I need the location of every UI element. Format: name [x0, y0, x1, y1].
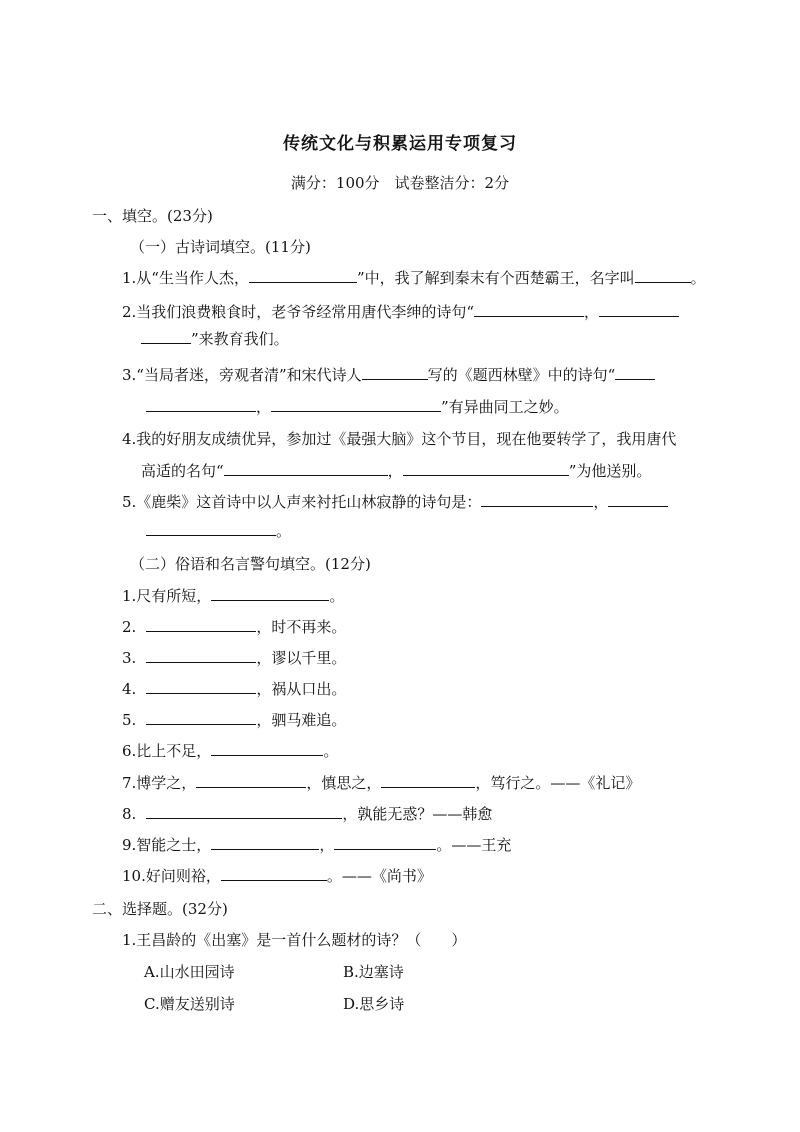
question-text: 1.从“生当作人杰，	[122, 269, 249, 287]
score-line: 满分：100分 试卷整洁分：2分	[290, 174, 510, 192]
proverb-item-9	[122, 835, 511, 855]
answer-blank[interactable]	[211, 741, 323, 756]
question-text: 2.当我们浪费粮食时，老爷爷经常用唐代李绅的诗句“	[122, 303, 474, 321]
answer-blank[interactable]	[146, 648, 256, 663]
answer-blank[interactable]	[608, 492, 668, 507]
question-text: 写的《题西林壁》中的诗句“	[427, 366, 616, 384]
question-text: 3.	[122, 649, 137, 667]
fill-question-2-cont	[141, 329, 289, 349]
fill-question-5	[122, 492, 668, 512]
answer-blank[interactable]	[381, 773, 475, 788]
answer-blank[interactable]	[221, 866, 327, 881]
fill-question-4	[122, 429, 676, 449]
question-text: ，时不再来。	[256, 618, 347, 636]
answer-blank[interactable]	[211, 835, 319, 850]
question-text: ”有异曲同工之妙。	[441, 398, 569, 416]
option-b[interactable]: B.边塞诗	[343, 963, 404, 981]
question-text: ，	[256, 398, 272, 416]
question-text: 高适的名句“	[141, 462, 224, 480]
proverb-item-4	[122, 679, 346, 699]
question-text: ，	[319, 836, 335, 854]
answer-blank[interactable]	[146, 804, 342, 819]
proverb-item-7	[122, 773, 640, 793]
question-text: 3.“当局者迷，旁观者清”和宋代诗人	[122, 366, 362, 384]
question-text: 9.智能之士，	[122, 836, 212, 854]
answer-blank[interactable]	[474, 302, 584, 317]
question-text: 。	[690, 269, 706, 287]
fill-question-5-cont	[146, 521, 291, 541]
answer-blank[interactable]	[615, 365, 655, 380]
part2-heading: （二）俗语和名言警句填空。(12分)	[130, 555, 371, 573]
answer-blank[interactable]	[271, 397, 441, 412]
part1-heading: （一）古诗词填空。(11分)	[130, 238, 311, 256]
question-text: 。	[323, 742, 339, 760]
section2-heading: 二、选择题。(32分)	[92, 900, 228, 918]
page-title: 传统文化与积累运用专项复习	[283, 134, 517, 154]
answer-blank[interactable]	[146, 521, 276, 536]
question-text: 2.	[122, 618, 137, 636]
question-text: 5.《鹿柴》这首诗中以人声来衬托山林寂静的诗句是：	[122, 493, 482, 511]
option-a[interactable]: A.山水田园诗	[144, 963, 235, 981]
question-text: ”为他送别。	[568, 462, 652, 480]
answer-blank[interactable]	[146, 397, 256, 412]
answer-blank[interactable]	[211, 586, 329, 601]
question-text: ，驷马难追。	[256, 711, 347, 729]
question-text: 4.	[122, 680, 137, 698]
fill-question-2	[122, 302, 679, 322]
answer-blank[interactable]	[334, 835, 436, 850]
question-text: ”中，我了解到秦末有个西楚霸王，名字叫	[356, 269, 635, 287]
question-text: 6.比上不足，	[122, 742, 212, 760]
question-text: 5.	[122, 711, 137, 729]
proverb-item-3	[122, 648, 346, 668]
question-text: 。	[329, 587, 345, 605]
question-text: 7.博学之，	[122, 774, 197, 792]
fill-question-4-cont	[141, 461, 651, 481]
question-text: 。——《尚书》	[326, 867, 432, 885]
fill-question-1	[122, 268, 706, 288]
question-text: 10.好问则裕，	[122, 867, 221, 885]
question-text: 4.我的好朋友成绩优异，参加过《最强大脑》这个节目，现在他要转学了，我用唐代	[122, 430, 677, 448]
question-text: ，慎思之，	[306, 774, 382, 792]
proverb-item-2	[122, 617, 346, 637]
answer-blank[interactable]	[249, 268, 357, 283]
proverb-item-10	[122, 866, 432, 886]
answer-blank[interactable]	[635, 268, 691, 283]
proverb-item-6	[122, 741, 338, 761]
answer-blank[interactable]	[224, 461, 388, 476]
proverb-item-5	[122, 710, 346, 730]
question-text: ，祸从口出。	[256, 680, 347, 698]
answer-blank[interactable]	[141, 329, 191, 344]
answer-blank[interactable]	[481, 492, 593, 507]
question-text: 。——王充	[436, 836, 512, 854]
answer-blank[interactable]	[403, 461, 569, 476]
answer-blank[interactable]	[599, 302, 679, 317]
question-text: 8.	[122, 805, 137, 823]
proverb-item-1	[122, 586, 344, 606]
answer-blank[interactable]	[362, 365, 428, 380]
question-text: ，	[387, 462, 403, 480]
fill-question-3-cont	[146, 397, 569, 417]
question-text: ，谬以千里。	[256, 649, 347, 667]
question-text: 。	[276, 522, 292, 540]
question-text: ，	[583, 303, 599, 321]
fill-question-3	[122, 365, 655, 385]
answer-blank[interactable]	[146, 617, 256, 632]
proverb-item-8	[122, 804, 492, 824]
section1-heading: 一、填空。(23分)	[92, 207, 213, 225]
question-text: ，	[593, 493, 609, 511]
answer-blank[interactable]	[146, 710, 256, 725]
question-text: 1.尺有所短，	[122, 587, 212, 605]
answer-blank[interactable]	[146, 679, 256, 694]
question-text: ，孰能无惑？——韩愈	[342, 805, 493, 823]
question-text: ，笃行之。——《礼记》	[475, 774, 641, 792]
answer-blank[interactable]	[196, 773, 306, 788]
option-d[interactable]: D.思乡诗	[343, 995, 405, 1013]
question-text: ”来教育我们。	[191, 330, 289, 348]
option-c[interactable]: C.赠友送别诗	[144, 995, 235, 1013]
choice-question-1: 1.王昌龄的《出塞》是一首什么题材的诗？（ ）	[122, 931, 467, 949]
